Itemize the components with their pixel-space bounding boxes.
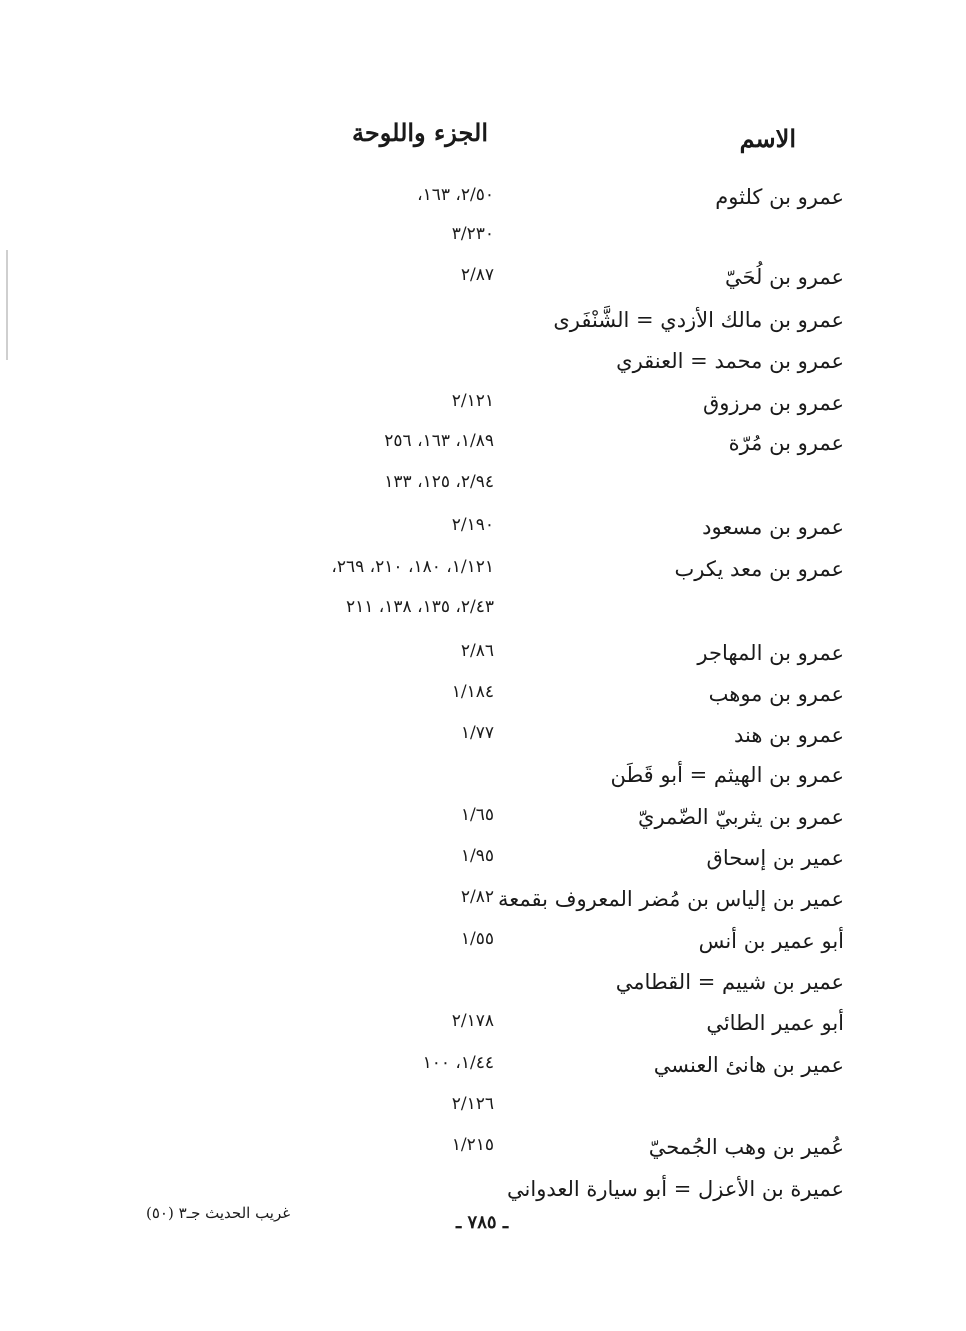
entry-name: عمرو بن مالك الأزدي = الشَّنْفَرى — [553, 308, 844, 332]
entry-reference: ٢/٥٠، ١٦٣، — [417, 185, 494, 205]
entry-reference: ٢/٨٢ — [460, 887, 494, 907]
entry-reference: ١/١٢١، ١٨٠، ٢١٠، ٢٦٩، — [331, 557, 494, 577]
entry-reference: ٢/٤٣، ١٣٥، ١٣٨، ٢١١ — [345, 597, 494, 617]
entry-name: عُمير بن وهب الجُمحيّ — [648, 1135, 844, 1159]
entry-reference: ١/٦٥ — [460, 805, 494, 825]
entry-name: عمرو بن مسعود — [702, 515, 844, 539]
entry-reference: ١/٧٧ — [460, 723, 494, 743]
index-entry — [0, 554, 966, 588]
index-entry — [0, 802, 966, 836]
entry-reference: ٢/٨٧ — [460, 265, 494, 285]
index-entry — [0, 221, 966, 255]
entry-reference: ٢/١٢٦ — [451, 1094, 494, 1114]
entry-name: أبو عمير بن أنس — [698, 929, 844, 953]
index-entry — [0, 638, 966, 672]
index-entry — [0, 388, 966, 422]
entry-name: عمير بن شييم = القطامي — [615, 970, 844, 994]
entry-name: عمير بن إلياس بن مُضر المعروف بقمعة — [498, 887, 844, 911]
index-entry — [0, 1008, 966, 1042]
index-entry — [0, 469, 966, 503]
index-entry — [0, 843, 966, 877]
entry-name: أبو عمير الطائي — [706, 1011, 844, 1035]
entry-reference: ٢/١٧٨ — [451, 1011, 494, 1031]
index-entry — [0, 760, 966, 794]
index-entry — [0, 1091, 966, 1125]
name-column-header: الاسم — [739, 124, 796, 153]
entry-reference: ٢/١٢١ — [451, 391, 494, 411]
entry-name: عمرو بن كلثوم — [715, 185, 844, 209]
entry-name: عمرو بن مرزوق — [703, 391, 844, 415]
entry-name: عميرة بن الأعزل = أبو سيارة العدواني — [507, 1177, 844, 1201]
entry-reference: ١/٢١٥ — [451, 1135, 494, 1155]
index-entry — [0, 428, 966, 462]
page-number: ـ ٧٨٥ ـ — [456, 1212, 509, 1233]
entry-reference: ٢/٨٦ — [460, 641, 494, 661]
entry-name: عمرو بن مُرّة — [728, 431, 844, 455]
index-entry — [0, 182, 966, 216]
entry-name: عمرو بن يثربيّ الضّمريّ — [638, 805, 844, 829]
entry-reference: ٢/٩٤، ١٢٥، ١٣٣ — [384, 472, 494, 492]
index-entry — [0, 926, 966, 960]
index-entry — [0, 1050, 966, 1084]
entry-name: عمرو بن موهب — [708, 682, 844, 706]
entry-reference: ٢/١٩٠ — [451, 515, 494, 535]
index-entry — [0, 720, 966, 754]
entry-reference: ٣/٢٣٠ — [451, 224, 494, 244]
index-entry — [0, 679, 966, 713]
index-entry — [0, 346, 966, 380]
entry-reference: ١/٨٩، ١٦٣، ٢٥٦ — [384, 431, 494, 451]
entry-name: عمرو بن لُحَيّ — [724, 265, 844, 289]
index-entry — [0, 884, 966, 918]
entry-reference: ١/١٨٤ — [451, 682, 494, 702]
entry-name: عمرو بن محمد = العنقري — [616, 349, 844, 373]
entry-name: عمرو بن معد يكرب — [674, 557, 844, 581]
entry-name: عمرو بن المهاجر — [697, 641, 844, 665]
index-entry — [0, 305, 966, 339]
index-entry — [0, 262, 966, 296]
entry-name: عمير بن هانئ العنسي — [653, 1053, 844, 1077]
entry-name: عمير بن إسحاق — [706, 846, 844, 870]
entry-name: عمرو بن هند — [733, 723, 844, 747]
index-entry — [0, 1174, 966, 1208]
index-entry — [0, 512, 966, 546]
index-entry — [0, 1132, 966, 1166]
entry-reference: ١/٩٥ — [460, 846, 494, 866]
entry-reference: ١/٥٥ — [460, 929, 494, 949]
index-entry — [0, 967, 966, 1001]
index-entry — [0, 594, 966, 628]
entry-name: عمرو بن الهيثم = أبو قَطَن — [610, 763, 844, 787]
running-footer-title: غريب الحديث جـ٣ (٥٠) — [146, 1204, 291, 1222]
reference-column-header: الجزء واللوحة — [352, 118, 488, 147]
entry-reference: ١/٤٤، ١٠٠ — [422, 1053, 494, 1073]
